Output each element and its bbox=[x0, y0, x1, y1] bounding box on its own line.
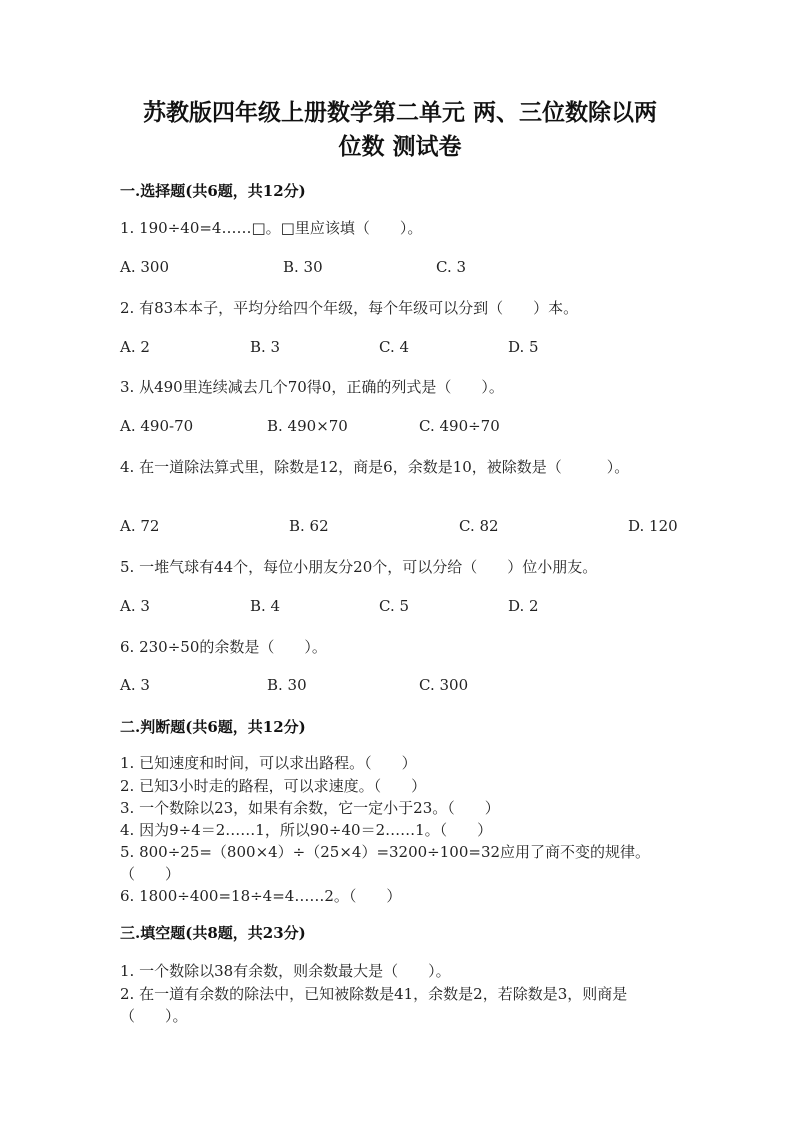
option-c: C. 3 bbox=[436, 258, 467, 276]
title-line-1: 苏教版四年级上册数学第二单元 两、三位数除以两 bbox=[142, 99, 657, 126]
fill-blank-line: 1. 一个数除以38有余数，则余数最大是（ ）。 bbox=[120, 962, 451, 980]
question-6: 6. 230÷50的余数是（ ）。 bbox=[120, 638, 327, 656]
option-a: A. 2 bbox=[120, 338, 150, 356]
option-c: C. 490÷70 bbox=[419, 417, 500, 435]
option-b: B. 30 bbox=[267, 676, 307, 694]
option-a: A. 3 bbox=[120, 676, 150, 694]
judgment-line: 5. 800÷25=（800×4）÷（25×4）=3200÷100=32应用了商不变的规律。 bbox=[120, 843, 651, 861]
option-d: D. 120 bbox=[628, 517, 678, 535]
section-heading-judgment: 二.判断题(共6题，共12分) bbox=[120, 718, 306, 736]
option-b: B. 490×70 bbox=[267, 417, 348, 435]
question-3: 3. 从490里连续减去几个70得0，正确的列式是（ ）。 bbox=[120, 378, 504, 396]
question-6-options bbox=[120, 676, 680, 696]
judgment-line: 1. 已知速度和时间，可以求出路程。（ ） bbox=[120, 754, 417, 772]
option-b: B. 4 bbox=[250, 597, 281, 615]
question-4-options bbox=[120, 517, 680, 537]
fill-blank-line: 2. 在一道有余数的除法中，已知被除数是41，余数是2，若除数是3，则商是 bbox=[120, 985, 628, 1003]
question-3-options bbox=[120, 417, 680, 437]
judgment-line: 4. 因为9÷4＝2……1，所以90÷40＝2……1。（ ） bbox=[120, 821, 493, 839]
option-c: C. 5 bbox=[379, 597, 410, 615]
option-a: A. 300 bbox=[120, 258, 169, 276]
section-heading-fill-blank: 三.填空题(共8题，共23分) bbox=[120, 924, 306, 942]
fill-blank-line: （ ）。 bbox=[120, 1007, 188, 1025]
option-c: C. 82 bbox=[459, 517, 499, 535]
question-4: 4. 在一道除法算式里，除数是12，商是6，余数是10，被除数是（ ）。 bbox=[120, 458, 630, 476]
question-1-options bbox=[120, 258, 680, 278]
option-c: C. 300 bbox=[419, 676, 469, 694]
option-a: A. 3 bbox=[120, 597, 150, 615]
option-a: A. 490-70 bbox=[120, 417, 194, 435]
question-5: 5. 一堆气球有44个，每位小朋友分20个，可以分给（ ）位小朋友。 bbox=[120, 558, 598, 576]
question-2-options bbox=[120, 338, 680, 358]
option-b: B. 30 bbox=[283, 258, 323, 276]
question-1: 1. 190÷40=4……□。□里应该填（ ）。 bbox=[120, 219, 423, 237]
judgment-line: 3. 一个数除以23，如果有余数，它一定小于23。（ ） bbox=[120, 799, 500, 817]
option-a: A. 72 bbox=[120, 517, 160, 535]
option-b: B. 3 bbox=[250, 338, 281, 356]
option-b: B. 62 bbox=[289, 517, 329, 535]
option-d: D. 5 bbox=[508, 338, 539, 356]
option-c: C. 4 bbox=[379, 338, 410, 356]
section-heading-choice: 一.选择题(共6题，共12分) bbox=[120, 182, 306, 200]
page-title bbox=[100, 96, 700, 164]
question-5-options bbox=[120, 597, 680, 617]
judgment-line: （ ） bbox=[120, 865, 181, 883]
question-2: 2. 有83本本子，平均分给四个年级，每个年级可以分到（ ）本。 bbox=[120, 299, 579, 317]
judgment-line: 6. 1800÷400=18÷4=4……2。（ ） bbox=[120, 887, 402, 905]
option-d: D. 2 bbox=[508, 597, 539, 615]
title-line-2: 位数 测试卷 bbox=[338, 133, 462, 160]
judgment-line: 2. 已知3小时走的路程，可以求速度。（ ） bbox=[120, 777, 427, 795]
